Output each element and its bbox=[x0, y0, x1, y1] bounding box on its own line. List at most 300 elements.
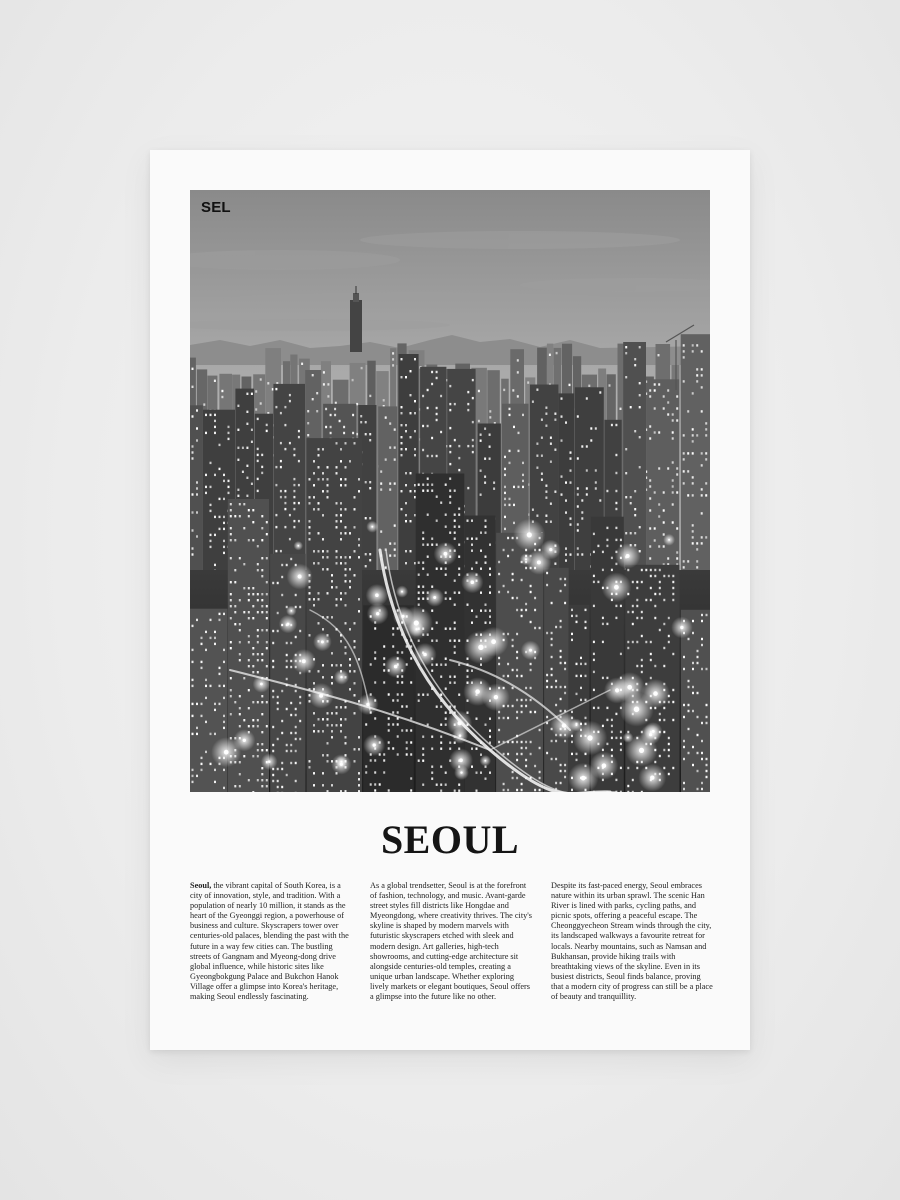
window-light bbox=[389, 554, 391, 556]
window-light bbox=[701, 368, 703, 370]
window-light bbox=[480, 494, 482, 496]
window-light bbox=[576, 753, 578, 755]
window-light bbox=[280, 412, 282, 414]
window-light bbox=[595, 427, 597, 429]
window-light bbox=[445, 724, 447, 726]
window-light bbox=[394, 428, 396, 430]
window-light bbox=[345, 790, 347, 792]
window-light bbox=[692, 764, 694, 766]
window-light bbox=[516, 657, 518, 659]
window-light bbox=[313, 460, 315, 462]
window-light bbox=[525, 759, 527, 761]
window-light bbox=[692, 494, 694, 496]
window-light bbox=[454, 604, 456, 606]
window-light bbox=[196, 481, 198, 483]
window-light bbox=[521, 747, 523, 749]
window-light bbox=[620, 539, 622, 541]
column-lead: Seoul, bbox=[190, 881, 212, 890]
window-light bbox=[405, 430, 407, 432]
window-light bbox=[290, 666, 292, 668]
window-light bbox=[219, 619, 221, 621]
window-light bbox=[380, 482, 382, 484]
light-point bbox=[668, 539, 670, 541]
window-light bbox=[401, 424, 403, 426]
window-light bbox=[309, 478, 311, 480]
window-light bbox=[266, 430, 268, 432]
window-light bbox=[345, 604, 347, 606]
window-light bbox=[340, 448, 342, 450]
window-light bbox=[577, 415, 579, 417]
window-light bbox=[192, 445, 194, 447]
window-light bbox=[687, 494, 689, 496]
window-light bbox=[230, 713, 232, 715]
window-light bbox=[205, 751, 207, 753]
window-light bbox=[313, 484, 315, 486]
window-light bbox=[503, 783, 505, 785]
window-light bbox=[705, 428, 707, 430]
window-light bbox=[611, 731, 613, 733]
window-light bbox=[565, 559, 567, 561]
window-light bbox=[318, 508, 320, 510]
window-light bbox=[414, 400, 416, 402]
window-light bbox=[257, 569, 259, 571]
window-light bbox=[654, 665, 656, 667]
window-light bbox=[327, 484, 329, 486]
window-light bbox=[313, 508, 315, 510]
window-light bbox=[668, 737, 670, 739]
window-light bbox=[203, 403, 205, 405]
window-light bbox=[522, 414, 524, 416]
window-light bbox=[298, 484, 300, 486]
window-light bbox=[705, 422, 707, 424]
window-light bbox=[336, 706, 338, 708]
window-light bbox=[260, 378, 262, 380]
window-light bbox=[539, 729, 541, 731]
window-light bbox=[316, 410, 318, 412]
window-light bbox=[458, 457, 460, 459]
window-light bbox=[440, 502, 442, 504]
window-light bbox=[354, 694, 356, 696]
window-light bbox=[406, 729, 408, 731]
window-light bbox=[210, 510, 212, 512]
window-light bbox=[331, 730, 333, 732]
window-light bbox=[336, 712, 338, 714]
window-light bbox=[692, 524, 694, 526]
window-light bbox=[620, 743, 622, 745]
window-light bbox=[576, 615, 578, 617]
window-light bbox=[219, 613, 221, 615]
window-light bbox=[401, 729, 403, 731]
window-light bbox=[692, 350, 694, 352]
window-light bbox=[374, 771, 376, 773]
window-light bbox=[527, 381, 529, 383]
window-light bbox=[214, 564, 216, 566]
window-light bbox=[327, 395, 329, 397]
window-light bbox=[667, 401, 669, 403]
window-light bbox=[261, 454, 263, 456]
window-light bbox=[214, 474, 216, 476]
window-light bbox=[512, 705, 514, 707]
window-light bbox=[272, 750, 274, 752]
light-point bbox=[581, 776, 586, 781]
window-light bbox=[585, 663, 587, 665]
window-light bbox=[449, 445, 451, 447]
window-light bbox=[564, 764, 566, 766]
window-light bbox=[551, 602, 553, 604]
window-light bbox=[388, 741, 390, 743]
window-light bbox=[239, 659, 241, 661]
window-light bbox=[389, 542, 391, 544]
window-light bbox=[252, 521, 254, 523]
window-light bbox=[239, 653, 241, 655]
window-light bbox=[516, 609, 518, 611]
light-point bbox=[650, 776, 654, 780]
window-light bbox=[422, 484, 424, 486]
window-light bbox=[539, 747, 541, 749]
window-light bbox=[418, 484, 420, 486]
window-light bbox=[503, 549, 505, 551]
window-light bbox=[336, 526, 338, 528]
window-light bbox=[266, 665, 268, 667]
window-light bbox=[654, 539, 656, 541]
window-light bbox=[522, 474, 524, 476]
window-light bbox=[192, 625, 194, 627]
window-light bbox=[521, 609, 523, 611]
window-light bbox=[564, 662, 566, 664]
window-light bbox=[309, 502, 311, 504]
window-light bbox=[509, 498, 511, 500]
window-light bbox=[318, 622, 320, 624]
window-light bbox=[696, 380, 698, 382]
window-light bbox=[522, 462, 524, 464]
window-light bbox=[257, 563, 259, 565]
window-light bbox=[534, 597, 536, 599]
window-light bbox=[394, 482, 396, 484]
window-light bbox=[512, 389, 514, 391]
window-light bbox=[192, 661, 194, 663]
window-light bbox=[336, 724, 338, 726]
window-light bbox=[290, 714, 292, 716]
window-light bbox=[705, 452, 707, 454]
window-light bbox=[313, 562, 315, 564]
window-light bbox=[625, 496, 627, 498]
window-light bbox=[663, 395, 665, 397]
window-light bbox=[445, 514, 447, 516]
window-light bbox=[322, 538, 324, 540]
window-light bbox=[365, 421, 367, 423]
window-light bbox=[525, 609, 527, 611]
window-light bbox=[210, 763, 212, 765]
window-light bbox=[436, 413, 438, 415]
window-light bbox=[561, 397, 563, 399]
window-light bbox=[641, 611, 643, 613]
window-light bbox=[331, 724, 333, 726]
window-light bbox=[565, 499, 567, 501]
window-light bbox=[352, 414, 354, 416]
window-light bbox=[701, 410, 703, 412]
poster bbox=[150, 150, 750, 1050]
window-light bbox=[299, 696, 301, 698]
window-light bbox=[516, 753, 518, 755]
window-light bbox=[293, 502, 295, 504]
window-light bbox=[261, 515, 263, 517]
window-light bbox=[277, 582, 279, 584]
window-light bbox=[214, 643, 216, 645]
window-light bbox=[257, 490, 259, 492]
window-light bbox=[290, 750, 292, 752]
window-light bbox=[401, 651, 403, 653]
window-light bbox=[672, 581, 674, 583]
window-light bbox=[449, 427, 451, 429]
window-light bbox=[663, 647, 665, 649]
window-light bbox=[449, 676, 451, 678]
window-light bbox=[318, 448, 320, 450]
window-light bbox=[458, 556, 460, 558]
window-light bbox=[284, 448, 286, 450]
window-light bbox=[458, 568, 460, 570]
window-light bbox=[489, 586, 491, 588]
light-point bbox=[639, 748, 644, 753]
window-light bbox=[539, 777, 541, 779]
light-point bbox=[371, 526, 373, 528]
window-light bbox=[581, 517, 583, 519]
window-light bbox=[636, 665, 638, 667]
window-light bbox=[577, 487, 579, 489]
window-light bbox=[210, 486, 212, 488]
window-light bbox=[476, 772, 478, 774]
window-light bbox=[649, 509, 651, 511]
window-light bbox=[449, 748, 451, 750]
light-point bbox=[366, 703, 369, 706]
window-light bbox=[577, 505, 579, 507]
window-light bbox=[318, 454, 320, 456]
window-light bbox=[659, 713, 661, 715]
window-light bbox=[345, 466, 347, 468]
window-light bbox=[293, 484, 295, 486]
light-point bbox=[459, 758, 463, 762]
window-light bbox=[252, 593, 254, 595]
window-light bbox=[436, 371, 438, 373]
window-light bbox=[340, 532, 342, 534]
window-light bbox=[410, 789, 412, 791]
window-light bbox=[639, 466, 641, 468]
window-light bbox=[478, 420, 480, 422]
window-light bbox=[309, 598, 311, 600]
window-light bbox=[663, 623, 665, 625]
window-light bbox=[577, 493, 579, 495]
window-light bbox=[667, 413, 669, 415]
window-light bbox=[248, 515, 250, 517]
window-light bbox=[192, 547, 194, 549]
window-light bbox=[374, 759, 376, 761]
window-light bbox=[512, 741, 514, 743]
window-light bbox=[223, 685, 225, 687]
window-light bbox=[560, 590, 562, 592]
window-light bbox=[365, 565, 367, 567]
window-light bbox=[257, 659, 259, 661]
window-light bbox=[257, 641, 259, 643]
window-light bbox=[672, 479, 674, 481]
window-light bbox=[257, 460, 259, 462]
window-light bbox=[214, 631, 216, 633]
window-light bbox=[401, 705, 403, 707]
window-light bbox=[261, 527, 263, 529]
window-light bbox=[239, 515, 241, 517]
window-light bbox=[620, 653, 622, 655]
window-light bbox=[406, 747, 408, 749]
window-light bbox=[449, 451, 451, 453]
window-light bbox=[569, 384, 571, 386]
window-light bbox=[485, 724, 487, 726]
window-light bbox=[530, 591, 532, 593]
window-light bbox=[672, 587, 674, 589]
window-light bbox=[237, 429, 239, 431]
window-light bbox=[489, 772, 491, 774]
window-light bbox=[504, 492, 506, 494]
window-light bbox=[577, 523, 579, 525]
window-light bbox=[611, 424, 613, 426]
window-light bbox=[663, 545, 665, 547]
window-light bbox=[620, 605, 622, 607]
window-light bbox=[593, 605, 595, 607]
window-light bbox=[239, 695, 241, 697]
window-light bbox=[369, 481, 371, 483]
window-light bbox=[541, 419, 543, 421]
window-light bbox=[672, 593, 674, 595]
window-light bbox=[358, 736, 360, 738]
window-light bbox=[327, 478, 329, 480]
window-light bbox=[593, 671, 595, 673]
window-light bbox=[340, 724, 342, 726]
window-light bbox=[365, 553, 367, 555]
window-light bbox=[410, 729, 412, 731]
window-light bbox=[223, 613, 225, 615]
window-light bbox=[480, 470, 482, 472]
window-light bbox=[458, 445, 460, 447]
window-light bbox=[431, 736, 433, 738]
window-light bbox=[219, 685, 221, 687]
window-light bbox=[252, 647, 254, 649]
window-light bbox=[397, 627, 399, 629]
window-light bbox=[401, 358, 403, 360]
window-light bbox=[641, 569, 643, 571]
window-light bbox=[201, 769, 203, 771]
window-light bbox=[576, 759, 578, 761]
window-light bbox=[688, 752, 690, 754]
window-light bbox=[560, 782, 562, 784]
window-light bbox=[467, 403, 469, 405]
window-light bbox=[696, 434, 698, 436]
window-light bbox=[422, 544, 424, 546]
window-light bbox=[541, 455, 543, 457]
light-point bbox=[319, 694, 323, 698]
window-light bbox=[410, 472, 412, 474]
window-light bbox=[476, 790, 478, 792]
window-light bbox=[340, 538, 342, 540]
window-light bbox=[445, 688, 447, 690]
window-light bbox=[545, 413, 547, 415]
window-light bbox=[405, 484, 407, 486]
window-light bbox=[201, 637, 203, 639]
window-light bbox=[192, 415, 194, 417]
window-light bbox=[418, 700, 420, 702]
window-light bbox=[471, 610, 473, 612]
window-light bbox=[234, 515, 236, 517]
window-light bbox=[545, 521, 547, 523]
window-light bbox=[295, 636, 297, 638]
window-light bbox=[701, 782, 703, 784]
window-light bbox=[445, 718, 447, 720]
window-light bbox=[458, 694, 460, 696]
window-light bbox=[560, 710, 562, 712]
window-light bbox=[516, 669, 518, 671]
window-light bbox=[192, 685, 194, 687]
window-light bbox=[221, 396, 223, 398]
window-light bbox=[223, 787, 225, 789]
window-light bbox=[309, 526, 311, 528]
window-light bbox=[284, 424, 286, 426]
window-light bbox=[485, 520, 487, 522]
window-light bbox=[313, 682, 315, 684]
window-light bbox=[571, 639, 573, 641]
window-light bbox=[230, 509, 232, 511]
window-light bbox=[340, 478, 342, 480]
window-light bbox=[340, 706, 342, 708]
window-light bbox=[248, 611, 250, 613]
window-light bbox=[454, 652, 456, 654]
window-light bbox=[472, 397, 474, 399]
window-light bbox=[472, 421, 474, 423]
window-light bbox=[266, 647, 268, 649]
window-light bbox=[286, 774, 288, 776]
window-light bbox=[458, 544, 460, 546]
window-light bbox=[192, 529, 194, 531]
window-light bbox=[692, 668, 694, 670]
window-light bbox=[272, 690, 274, 692]
window-light bbox=[440, 742, 442, 744]
window-light bbox=[331, 580, 333, 582]
window-light bbox=[683, 668, 685, 670]
window-light bbox=[385, 566, 387, 568]
window-light bbox=[219, 468, 221, 470]
window-light bbox=[272, 696, 274, 698]
window-light bbox=[394, 446, 396, 448]
window-light bbox=[335, 402, 337, 404]
window-light bbox=[192, 775, 194, 777]
window-light bbox=[295, 726, 297, 728]
window-light bbox=[615, 617, 617, 619]
window-light bbox=[327, 592, 329, 594]
window-light bbox=[388, 789, 390, 791]
window-light bbox=[522, 480, 524, 482]
window-light bbox=[503, 675, 505, 677]
window-light bbox=[237, 489, 239, 491]
window-light bbox=[345, 622, 347, 624]
window-light bbox=[471, 622, 473, 624]
window-light bbox=[214, 703, 216, 705]
light-point bbox=[298, 574, 302, 578]
window-light bbox=[261, 749, 263, 751]
window-light bbox=[676, 491, 678, 493]
window-light bbox=[272, 582, 274, 584]
window-light bbox=[246, 411, 248, 413]
window-light bbox=[214, 637, 216, 639]
window-light bbox=[564, 770, 566, 772]
window-light bbox=[210, 685, 212, 687]
window-light bbox=[214, 414, 216, 416]
window-light bbox=[436, 784, 438, 786]
window-light bbox=[239, 503, 241, 505]
